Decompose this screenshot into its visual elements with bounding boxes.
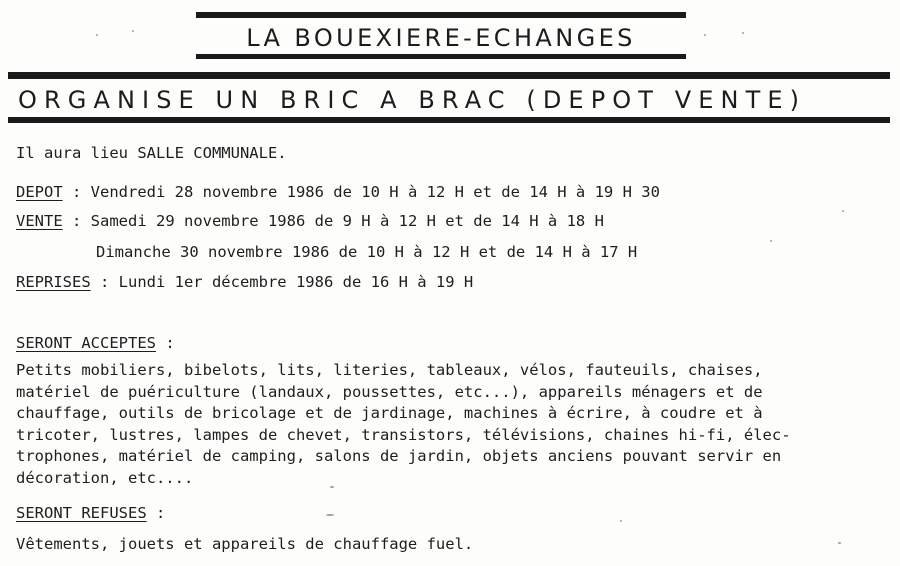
accepted-heading-suffix: : [155,334,175,352]
reprises-text: : Lundi 1er décembre 1986 de 16 H à 19 H [90,273,474,291]
accepted-line: trophones, matériel de camping, salons de jardin, objets anciens pouvant servir en [16,447,782,465]
title-top-rule [196,12,686,18]
accepted-line: tricoter, lustres, lampes de chevet, transistors, télévisions, chaines hi-fi, élec- [16,425,791,444]
scan-speck [704,34,706,36]
vente-line [16,211,604,231]
accepted-line: Petits mobiliers, bibelots, lits, literies, tableaux, vélos, fauteuils, chaises, [16,361,763,379]
page-title: LA BOUEXIERE-ECHANGES [246,24,636,52]
scan-speck [620,520,622,522]
depot-text: : Vendredi 28 novembre 1986 de 10 H à 12 H et de 14 H à 19 H 30 [62,183,660,201]
accepted-heading: SERONT ACCEPTES [16,334,156,352]
page-subtitle: ORGANISE UN BRIC A BRAC (DEPOT VENTE) [18,86,807,114]
scan-speck [838,542,841,544]
title-banner [196,12,686,60]
scan-speck [96,34,98,36]
vente-label: VENTE [16,212,63,230]
refused-heading-suffix: : [146,504,166,522]
accepted-line: décoration, etc.... [16,468,194,487]
subtitle-banner [8,72,890,126]
title-bottom-rule [196,54,686,59]
depot-label: DEPOT [16,183,63,201]
reprises-label: REPRISES [16,273,91,291]
vente-text: : Samedi 29 novembre 1986 de 9 H à 12 H et de 14 H à 18 H [62,212,604,230]
scan-speck [842,210,844,212]
refused-heading-line [16,503,165,523]
vente-line-2: Dimanche 30 novembre 1986 de 10 H à 12 H et de 14 H à 17 H [96,243,638,261]
refused-text: Vêtements, jouets et appareils de chauffage fuel. [16,535,474,553]
accepted-heading-line [16,333,175,353]
accepted-line: matériel de puériculture (landaux, poussettes, etc...), appareils ménagers et de [16,382,763,401]
reprises-line [16,272,473,292]
refused-heading: SERONT REFUSES [16,504,147,522]
depot-line [16,182,660,202]
scan-speck [326,514,334,516]
accepted-line: chauffage, outils de bricolage et de jardinage, machines à écrire, à coudre et à [16,404,763,422]
accepted-paragraph [16,360,846,489]
subtitle-top-rule [8,72,890,79]
scan-speck [132,30,134,32]
subtitle-bottom-rule [8,117,890,123]
scan-speck [770,240,772,242]
scan-speck [742,32,744,34]
intro-line: Il aura lieu SALLE COMMUNALE. [16,144,287,162]
scan-speck [330,486,334,488]
